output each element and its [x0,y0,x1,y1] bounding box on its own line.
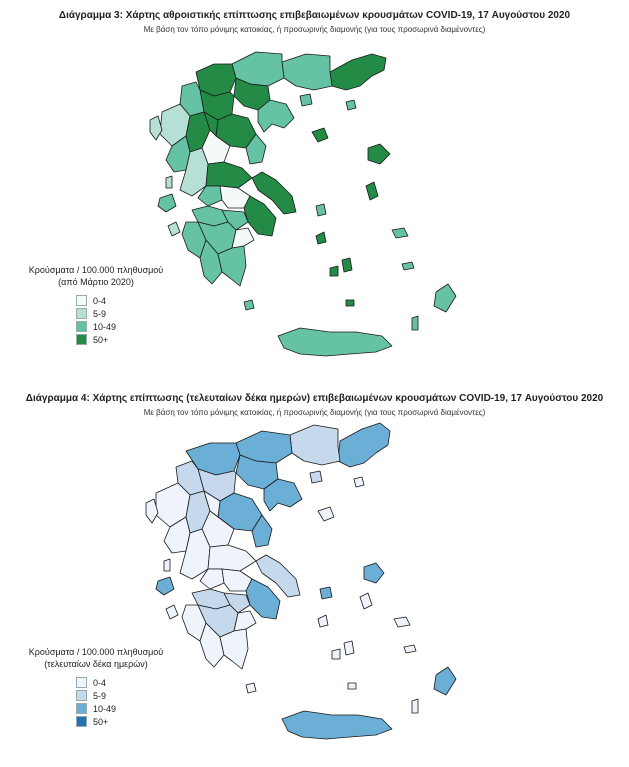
diagram-4-title: Διάγραμμα 4: Χάρτης επίπτωσης (τελευταίων δέκα ημερών) επιβεβαιωμένων κρουσμάτων COVID-19, 17 Αυγούστου 2020 [25,393,604,404]
island-limnos [318,507,334,521]
island-kefalonia [156,577,174,595]
island-karpathos [412,699,418,713]
legend-swatch [76,716,87,727]
legend-swatch [76,295,87,306]
legend-title-line1: Κρούσματα / 100.000 πληθυσμού [28,265,164,275]
diagram-4-legend [16,646,176,728]
island-kerkyra [150,116,162,140]
legend-swatch [76,334,87,345]
legend-title-line2: (από Μάρτιο 2020) [58,277,134,287]
island-crete [278,328,392,356]
island-kefalonia [158,194,176,212]
legend-item [76,294,176,307]
island-lefkada [166,176,172,188]
island-samothraki [346,100,356,110]
legend-item [76,702,176,715]
diagram-3-subtitle: Με βάση τον τόπο μόνιμης κατοικίας, ή προσωρινής διαμονής (για τους προσωρινά διαμένοντες) [143,25,486,34]
island-kythira [246,683,256,693]
legend-swatch [76,308,87,319]
region-east-macedonia [282,54,332,90]
island-andros [318,615,328,627]
region-lakonia [220,629,248,669]
island-lefkada [164,559,170,571]
legend-item [76,689,176,702]
island-lesvos [364,563,384,583]
island-zakynthos [168,222,180,236]
island-samos [394,617,410,627]
island-kos [404,645,416,653]
legend-item [76,715,176,728]
legend-label: 5-9 [93,690,107,701]
island-kos [402,262,414,270]
island-limnos [312,128,328,142]
island-samos [392,228,408,238]
legend-item [76,333,176,346]
region-fthiotida [208,545,256,571]
region-lakonia [218,246,246,286]
region-east-macedonia [290,425,340,465]
island-rodos [434,284,456,312]
island-thasos [310,471,322,483]
island-kythira [244,300,254,310]
island-skyros [316,204,326,216]
legend-label: 50+ [93,334,109,345]
island-paros [330,266,338,276]
region-fthiotida [206,162,252,188]
region-thrace [338,423,390,467]
legend-item [76,676,176,689]
diagram-4-panel [0,383,629,767]
legend-title-line1: Κρούσματα / 100.000 πληθυσμού [28,647,164,657]
island-karpathos [412,316,418,330]
island-samothraki [354,477,364,487]
island-thira [346,300,354,306]
legend-swatch [76,677,87,688]
island-rodos [434,667,456,695]
island-skyros [320,587,332,599]
island-thasos [300,94,312,106]
island-lesvos [368,144,390,164]
island-thira [348,683,356,689]
legend-item [76,320,176,333]
legend-label: 5-9 [93,308,107,319]
legend-item [76,307,176,320]
legend-label: 0-4 [93,295,107,306]
island-andros [316,232,326,244]
legend-title-line2: (τελευταίων δέκα ημερών) [44,659,148,669]
island-crete [282,711,392,739]
region-thrace [330,54,386,90]
legend-label: 50+ [93,716,109,727]
diagram-3-panel [0,0,629,383]
legend-swatch [76,703,87,714]
legend-label: 10-49 [93,703,117,714]
legend-label: 0-4 [93,677,107,688]
diagram-4-subtitle: Με βάση τον τόπο μόνιμης κατοικίας, ή προσωρινής διαμονής (για τους προσωρινά διαμένοντες) [143,408,486,417]
legend-label: 10-49 [93,321,117,332]
island-naxos [342,258,352,272]
island-zakynthos [166,605,178,619]
diagram-3-legend [16,264,176,346]
island-chios [366,182,378,200]
diagram-3-title: Διάγραμμα 3: Χάρτης αθροιστικής επίπτωσης επιβεβαιωμένων κρουσμάτων COVID-19, 17 Αυγούστου 2020 [58,10,571,21]
island-naxos [344,641,354,655]
island-paros [332,649,340,659]
legend-swatch [76,321,87,332]
legend-swatch [76,690,87,701]
island-chios [360,593,372,609]
